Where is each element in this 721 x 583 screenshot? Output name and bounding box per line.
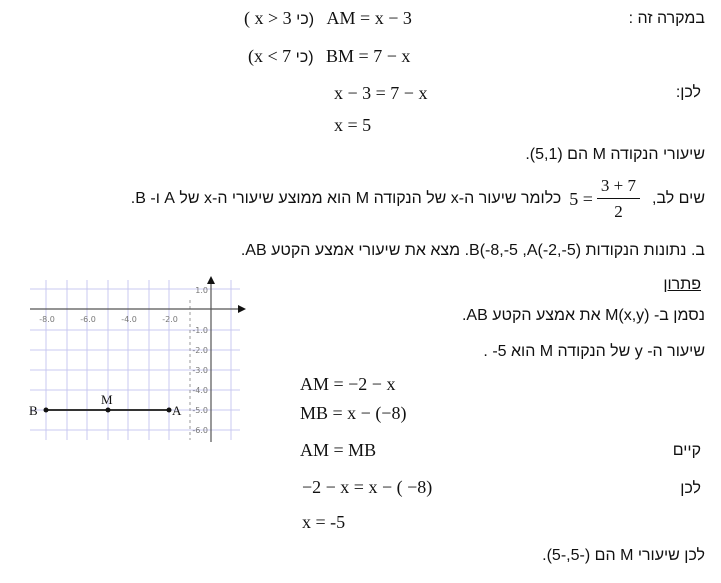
mb-equation-b: MB = x − (−8) (300, 403, 407, 423)
x-result: x = -5 (302, 512, 346, 532)
bm-condition: (x < 7 (כי (248, 46, 314, 66)
in-this-case-label: במקרה זה : (628, 10, 705, 27)
note-suffix: כלומר שיעור ה-x של הנקודה M הוא ממוצע שיעורי ה-x של A ו- B. (130, 190, 562, 207)
solution-heading: פתרון (663, 276, 701, 293)
point-b-label: B (29, 403, 38, 418)
holds-label: קיים (672, 442, 701, 459)
fraction-numerator: 3 + 7 (597, 176, 640, 199)
note-line (131, 176, 705, 222)
bm-equation: BM = 7 − x (326, 46, 411, 66)
fraction-denominator: 2 (614, 202, 623, 221)
am-mb-equation: AM = MB (300, 440, 377, 460)
svg-text:-8.0: -8.0 (39, 315, 55, 324)
svg-text:1.0: 1.0 (195, 286, 208, 295)
svg-text:-4.0: -4.0 (121, 315, 137, 324)
solution-line-1: נסמן ב- M(x,y) את אמצע הקטע AB. (461, 307, 705, 324)
svg-text:-6.0: -6.0 (192, 426, 208, 435)
bm-equation-line (248, 46, 410, 67)
therefore-label-b: לכן (680, 480, 701, 497)
svg-text:-4.0: -4.0 (192, 386, 208, 395)
point-a (167, 408, 172, 413)
question-b: ב. נתונות הנקודות (B(-8,-5 ,A(-2,-5. מצא את שיעורי אמצע הקטע AB. (240, 242, 705, 259)
svg-text:-1.0: -1.0 (192, 326, 208, 335)
note-eq-left: 5 = (569, 188, 593, 209)
fraction (597, 176, 640, 222)
svg-text:-2.0: -2.0 (192, 346, 208, 355)
point-m (106, 408, 111, 413)
note-formula (569, 176, 644, 222)
svg-text:-2.0: -2.0 (162, 315, 178, 324)
point-b (44, 408, 49, 413)
am-equation-b: AM = −2 − x (300, 374, 396, 394)
am-condition: ( x > 3 (כי (244, 8, 315, 28)
solve-equation: −2 − x = x − ( −8) (302, 477, 433, 497)
y-axis-arrow-icon (207, 276, 215, 284)
solution-line-2: שיעור ה- y של הנקודה M הוא 5- . (483, 343, 705, 360)
svg-text:-3.0: -3.0 (192, 366, 208, 375)
therefore-label-a: לכן: (675, 84, 701, 101)
svg-text:-5.0: -5.0 (192, 406, 208, 415)
equation-2: x = 5 (334, 115, 372, 135)
point-a-label: A (172, 403, 182, 418)
result-text-a: שיעורי הנקודה M הם (5,1). (525, 146, 705, 163)
y-tick-labels (192, 286, 208, 435)
x-axis-arrow-icon (238, 305, 246, 313)
am-equation: AM = x − 3 (326, 8, 412, 28)
grid (30, 280, 240, 440)
axes (30, 280, 242, 442)
note-prefix: שים לב, (652, 190, 705, 207)
svg-text:-6.0: -6.0 (80, 315, 96, 324)
equation-1: x − 3 = 7 − x (334, 83, 428, 103)
am-equation-line (244, 8, 412, 29)
final-result: לכן שיעורי M הם (-5,-5). (542, 547, 705, 564)
coordinate-graph (0, 270, 260, 445)
point-m-label: M (101, 392, 113, 407)
